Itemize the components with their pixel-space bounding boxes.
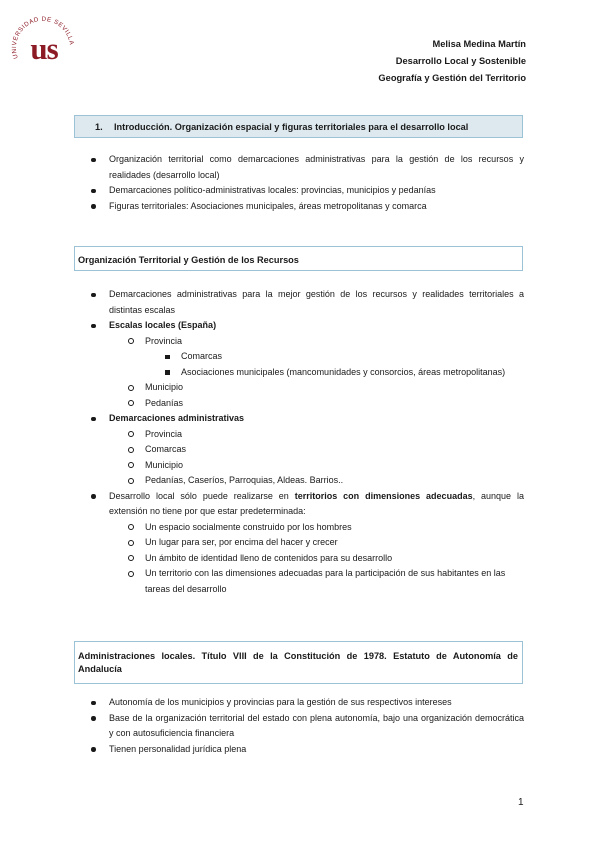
list-item: Autonomía de los municipios y provincias para la gestión de sus respectivos intereses	[88, 695, 524, 711]
list-item: Provincia	[88, 427, 524, 443]
circle-bullet-icon	[128, 524, 134, 530]
circle-bullet-icon	[128, 385, 134, 391]
square-bullet-icon	[165, 370, 170, 375]
svg-text:UNIVERSIDAD DE SEVILLA: UNIVERSIDAD DE SEVILLA	[10, 15, 75, 60]
list-item: Escalas locales (España)	[88, 318, 524, 334]
circle-bullet-icon	[128, 431, 134, 437]
page-number: 1	[518, 797, 524, 808]
document-header	[378, 36, 526, 87]
list-item: Pedanías, Caseríos, Parroquias, Aldeas. Barrios..	[88, 473, 524, 489]
bullet-icon	[91, 716, 96, 721]
circle-bullet-icon	[128, 338, 134, 344]
bullet-icon	[91, 293, 96, 298]
bullet-icon	[91, 189, 96, 194]
list-item: Comarcas	[88, 349, 524, 365]
list-item: Demarcaciones político-administrativas locales: provincias, municipios y pedanías	[88, 183, 524, 199]
section-2-list	[88, 287, 524, 597]
section-2-heading	[74, 246, 523, 271]
bullet-icon	[91, 417, 96, 422]
section-3-heading	[74, 641, 523, 684]
section-1-title: Introducción. Organización espacial y figuras territoriales para el desarrollo local	[114, 122, 469, 132]
university-logo	[8, 12, 78, 74]
bullet-icon	[91, 747, 96, 752]
list-item: Demarcaciones administrativas	[88, 411, 524, 427]
section-number: 1.	[95, 122, 103, 132]
list-item: Organización territorial como demarcaciones administrativas para la gestión de los recursos y realidades (desarrollo local)	[88, 152, 524, 183]
author-name: Melisa Medina Martín	[432, 39, 526, 49]
bullet-icon	[91, 324, 96, 329]
list-item: Pedanías	[88, 396, 524, 412]
list-item: Municipio	[88, 458, 524, 474]
circle-bullet-icon	[128, 447, 134, 453]
section-1-list	[88, 152, 524, 214]
square-bullet-icon	[165, 355, 170, 360]
section-3-list	[88, 695, 524, 757]
list-item: Provincia	[88, 334, 524, 350]
logo-monogram: us	[30, 31, 58, 66]
circle-bullet-icon	[128, 478, 134, 484]
bullet-icon	[91, 701, 96, 706]
list-item: Desarrollo local sólo puede realizarse en territorios con dimensiones adecuadas, aunque la extensión no tiene por que estar predeterminada:	[88, 489, 524, 520]
section-1-heading	[74, 115, 523, 138]
list-item: Un espacio socialmente construido por los hombres	[88, 520, 524, 536]
list-item: Un lugar para ser, por encima del hacer y crecer	[88, 535, 524, 551]
list-item: Un ámbito de identidad lleno de contenidos para su desarrollo	[88, 551, 524, 567]
circle-bullet-icon	[128, 555, 134, 561]
circle-bullet-icon	[128, 571, 134, 577]
circle-bullet-icon	[128, 400, 134, 406]
list-item: Demarcaciones administrativas para la mejor gestión de los recursos y realidades territoriales a distintas escalas	[88, 287, 524, 318]
section-3-title: Administraciones locales. Título VIII de la Constitución de 1978. Estatuto de Autonomía de Andalucía	[78, 651, 518, 674]
degree-name: Geografía y Gestión del Territorio	[378, 73, 526, 83]
list-item: Tienen personalidad jurídica plena	[88, 742, 524, 758]
list-item: Figuras territoriales: Asociaciones municipales, áreas metropolitanas y comarca	[88, 199, 524, 215]
list-item: Un territorio con las dimensiones adecuadas para la participación de sus habitantes en las tareas del desarrollo	[88, 566, 524, 597]
circle-bullet-icon	[128, 462, 134, 468]
bullet-icon	[91, 204, 96, 209]
list-item: Base de la organización territorial del estado con plena autonomía, bajo una organización democrática y con autosuficiencia financiera	[88, 711, 524, 742]
bullet-icon	[91, 494, 96, 499]
list-item: Municipio	[88, 380, 524, 396]
section-2-title: Organización Territorial y Gestión de los Recursos	[78, 255, 299, 265]
course-name: Desarrollo Local y Sostenible	[395, 56, 526, 66]
circle-bullet-icon	[128, 540, 134, 546]
list-item: Comarcas	[88, 442, 524, 458]
bullet-icon	[91, 158, 96, 163]
list-item: Asociaciones municipales (mancomunidades y consorcios, áreas metropolitanas)	[88, 365, 524, 381]
